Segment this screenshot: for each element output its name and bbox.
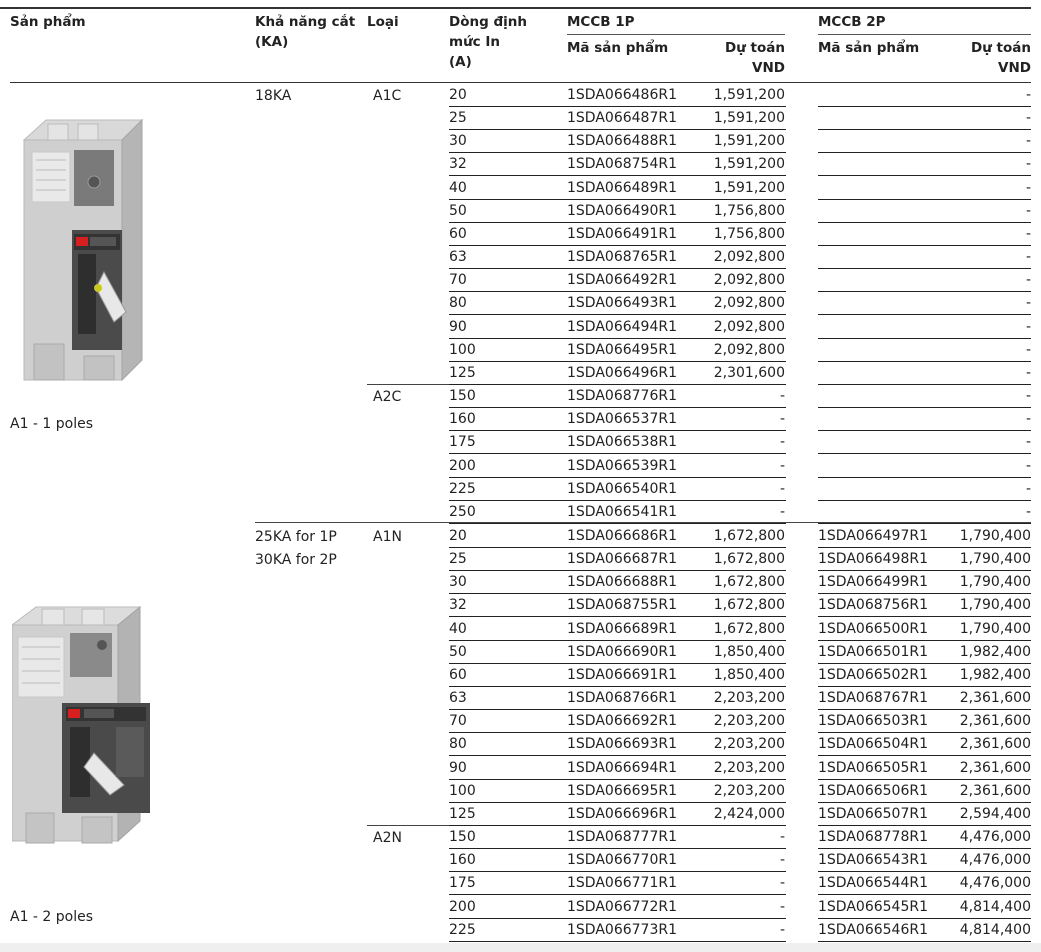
mccb-1p-code-cell: 1SDA066496R1 bbox=[567, 364, 677, 381]
header-price-2p-line1: Dự toán bbox=[971, 40, 1031, 56]
table-row bbox=[0, 316, 1041, 339]
mccb-1p-code-cell: 1SDA066539R1 bbox=[567, 457, 677, 474]
table-row bbox=[0, 525, 1041, 548]
table-row bbox=[0, 687, 1041, 710]
row-rule-1p bbox=[449, 941, 786, 942]
mccb-2p-code-cell: 1SDA066544R1 bbox=[818, 875, 928, 892]
row-rule-2p bbox=[818, 523, 1031, 524]
rated-current-cell: 25 bbox=[449, 551, 467, 568]
mccb-1p-price-cell: 1,850,400 bbox=[713, 643, 785, 660]
mccb-2p-price-cell: 2,594,400 bbox=[959, 805, 1031, 822]
header-current-line1: Dòng định bbox=[449, 14, 527, 30]
rated-current-cell: 175 bbox=[449, 875, 476, 892]
rated-current-cell: 30 bbox=[449, 133, 467, 150]
table-row bbox=[0, 548, 1041, 571]
mccb-2p-price-cell: 1,790,400 bbox=[959, 597, 1031, 614]
table-row bbox=[0, 339, 1041, 362]
mccb-1p-price-cell: 2,092,800 bbox=[713, 295, 785, 312]
mccb-1p-code-cell: 1SDA068766R1 bbox=[567, 690, 677, 707]
row-rule-2p bbox=[818, 941, 1031, 942]
breaking-capacity-2p: 30KA for 2P bbox=[255, 552, 337, 568]
rated-current-cell: 50 bbox=[449, 202, 467, 219]
mccb-1p-price-cell: - bbox=[779, 852, 785, 869]
mccb-1p-code-cell: 1SDA066493R1 bbox=[567, 295, 677, 312]
mccb-1p-code-cell: 1SDA066771R1 bbox=[567, 875, 677, 892]
mccb-2p-price-cell: - bbox=[1025, 388, 1031, 405]
mccb-1p-price-cell: - bbox=[779, 875, 785, 892]
rated-current-cell: 80 bbox=[449, 736, 467, 753]
mccb-2p-price-cell: - bbox=[1025, 110, 1031, 127]
mccb-1p-price-cell: - bbox=[779, 434, 785, 451]
mccb-1p-code-cell: 1SDA066687R1 bbox=[567, 551, 677, 568]
mccb-2p-price-cell: 2,361,600 bbox=[959, 759, 1031, 776]
type-label-a2n: A2N bbox=[373, 830, 402, 846]
mccb-1p-price-cell: - bbox=[779, 921, 785, 938]
mccb-1p-code-cell: 1SDA066541R1 bbox=[567, 503, 677, 520]
mccb-2p-price-cell: 4,814,400 bbox=[959, 921, 1031, 938]
product-label-a1-1-poles: A1 - 1 poles bbox=[10, 416, 94, 432]
header-breaking-line2: (KA) bbox=[255, 34, 289, 50]
table-row bbox=[0, 292, 1041, 315]
rated-current-cell: 200 bbox=[449, 457, 476, 474]
mccb-2p-price-cell: 1,790,400 bbox=[959, 620, 1031, 637]
table-row bbox=[0, 408, 1041, 431]
mccb-1p-price-cell: 1,672,800 bbox=[713, 620, 785, 637]
rated-current-cell: 200 bbox=[449, 898, 476, 915]
rated-current-cell: 63 bbox=[449, 249, 467, 266]
table-row bbox=[0, 594, 1041, 617]
rated-current-cell: 100 bbox=[449, 782, 476, 799]
mccb-1p-code-cell: 1SDA066495R1 bbox=[567, 341, 677, 358]
header-price-1p-line1: Dự toán bbox=[725, 40, 785, 56]
mccb-1p-code-cell: 1SDA068754R1 bbox=[567, 156, 677, 173]
header-code-2p: Mã sản phẩm bbox=[818, 40, 920, 56]
rated-current-cell: 150 bbox=[449, 829, 476, 846]
mccb-2p-code-cell: 1SDA066500R1 bbox=[818, 620, 928, 637]
table-row bbox=[0, 200, 1041, 223]
mccb-1p-price-cell: 2,092,800 bbox=[713, 272, 785, 289]
mccb-2p-price-cell: - bbox=[1025, 457, 1031, 474]
mccb-1p-price-cell: 2,203,200 bbox=[713, 690, 785, 707]
mccb-2p-price-cell: - bbox=[1025, 341, 1031, 358]
mccb-1p-code-cell: 1SDA066773R1 bbox=[567, 921, 677, 938]
mccb-2p-price-cell: - bbox=[1025, 318, 1031, 335]
rated-current-cell: 125 bbox=[449, 364, 476, 381]
mccb-2p-price-cell: 1,982,400 bbox=[959, 643, 1031, 660]
table-row bbox=[0, 431, 1041, 454]
mccb-1p-code-cell: 1SDA068776R1 bbox=[567, 388, 677, 405]
mccb-2p-code-cell: 1SDA068756R1 bbox=[818, 597, 928, 614]
mccb-2p-price-cell: - bbox=[1025, 295, 1031, 312]
mccb-1p-code-cell: 1SDA066696R1 bbox=[567, 805, 677, 822]
rated-current-cell: 40 bbox=[449, 179, 467, 196]
mccb-1p-code-cell: 1SDA068755R1 bbox=[567, 597, 677, 614]
mccb-1p-price-cell: 2,203,200 bbox=[713, 713, 785, 730]
rated-current-cell: 90 bbox=[449, 318, 467, 335]
mccb-2p-price-cell: - bbox=[1025, 480, 1031, 497]
table-row bbox=[0, 826, 1041, 849]
rated-current-cell: 225 bbox=[449, 480, 476, 497]
table-row bbox=[0, 733, 1041, 756]
mccb-1p-price-cell: 2,203,200 bbox=[713, 759, 785, 776]
table-row bbox=[0, 780, 1041, 803]
table-row bbox=[0, 803, 1041, 826]
header-current-line3: (A) bbox=[449, 54, 472, 70]
mccb-2p-code-cell: 1SDA066505R1 bbox=[818, 759, 928, 776]
rated-current-cell: 20 bbox=[449, 87, 467, 103]
mccb-2p-price-cell: 2,361,600 bbox=[959, 782, 1031, 799]
mccb-2p-price-cell: 4,814,400 bbox=[959, 898, 1031, 915]
header-breaking-line1: Khả năng cắt bbox=[255, 14, 356, 30]
mccb-2p-price-cell: 4,476,000 bbox=[959, 829, 1031, 846]
header-bottom-rule bbox=[10, 82, 1031, 83]
table-row bbox=[0, 455, 1041, 478]
table-row bbox=[0, 872, 1041, 895]
mccb-1p-price-cell: 1,591,200 bbox=[713, 110, 785, 127]
mccb-2p-price-cell: - bbox=[1025, 87, 1031, 103]
type-label-a1c: A1C bbox=[373, 88, 402, 104]
table-row bbox=[0, 757, 1041, 780]
mccb-1p-price-cell: - bbox=[779, 457, 785, 474]
mccb-2p-price-cell: 2,361,600 bbox=[959, 690, 1031, 707]
page-bottom-strip bbox=[0, 943, 1041, 952]
mccb-1p-price-cell: 1,591,200 bbox=[713, 87, 785, 103]
rated-current-cell: 160 bbox=[449, 852, 476, 869]
mccb-1p-code-cell: 1SDA066492R1 bbox=[567, 272, 677, 289]
mccb-1p-code-cell: 1SDA066494R1 bbox=[567, 318, 677, 335]
mccb-1p-price-cell: - bbox=[779, 898, 785, 915]
header-2p-rule bbox=[818, 34, 1031, 35]
mccb-2p-code-cell: 1SDA068767R1 bbox=[818, 690, 928, 707]
rated-current-cell: 20 bbox=[449, 528, 467, 544]
rated-current-cell: 225 bbox=[449, 921, 476, 938]
mccb-2p-price-cell: 4,476,000 bbox=[959, 852, 1031, 869]
rated-current-cell: 250 bbox=[449, 503, 476, 520]
rated-current-cell: 50 bbox=[449, 643, 467, 660]
mccb-1p-code-cell: 1SDA066486R1 bbox=[567, 87, 677, 103]
table-row bbox=[0, 385, 1041, 408]
table-row bbox=[0, 130, 1041, 153]
table-row bbox=[0, 223, 1041, 246]
mccb-2p-price-cell: - bbox=[1025, 503, 1031, 520]
mccb-2p-price-cell: - bbox=[1025, 225, 1031, 242]
rated-current-cell: 25 bbox=[449, 110, 467, 127]
mccb-2p-code-cell: 1SDA066504R1 bbox=[818, 736, 928, 753]
mccb-1p-price-cell: 1,756,800 bbox=[713, 225, 785, 242]
table-row bbox=[0, 710, 1041, 733]
mccb-1p-code-cell: 1SDA066487R1 bbox=[567, 110, 677, 127]
header-product: Sản phẩm bbox=[10, 14, 86, 30]
mccb-2p-code-cell: 1SDA066499R1 bbox=[818, 574, 928, 591]
rated-current-cell: 70 bbox=[449, 272, 467, 289]
mccb-1p-price-cell: 1,591,200 bbox=[713, 133, 785, 150]
mccb-2p-price-cell: - bbox=[1025, 364, 1031, 381]
table-row bbox=[0, 107, 1041, 130]
mccb-1p-price-cell: - bbox=[779, 480, 785, 497]
mccb-1p-code-cell: 1SDA066537R1 bbox=[567, 411, 677, 428]
mccb-2p-code-cell: 1SDA066546R1 bbox=[818, 921, 928, 938]
rated-current-cell: 175 bbox=[449, 434, 476, 451]
mccb-1p-code-cell: 1SDA066691R1 bbox=[567, 666, 677, 683]
mccb-2p-code-cell: 1SDA066502R1 bbox=[818, 666, 928, 683]
table-top-rule bbox=[0, 7, 1031, 9]
type-label-a2c: A2C bbox=[373, 389, 402, 405]
mccb-1p-code-cell: 1SDA066490R1 bbox=[567, 202, 677, 219]
mccb-1p-price-cell: 2,092,800 bbox=[713, 249, 785, 266]
mccb-1p-code-cell: 1SDA068777R1 bbox=[567, 829, 677, 846]
mccb-1p-price-cell: 2,092,800 bbox=[713, 341, 785, 358]
rated-current-cell: 80 bbox=[449, 295, 467, 312]
mccb-1p-price-cell: - bbox=[779, 503, 785, 520]
mccb-2p-price-cell: - bbox=[1025, 434, 1031, 451]
mccb-2p-price-cell: - bbox=[1025, 133, 1031, 150]
mccb-1p-code-cell: 1SDA066686R1 bbox=[567, 528, 677, 544]
mccb-2p-code-cell: 1SDA066507R1 bbox=[818, 805, 928, 822]
mccb-2p-price-cell: 4,476,000 bbox=[959, 875, 1031, 892]
mccb-1p-code-cell: 1SDA066491R1 bbox=[567, 225, 677, 242]
header-1p-rule bbox=[567, 34, 785, 35]
rated-current-cell: 70 bbox=[449, 713, 467, 730]
header-current-line2: mức In bbox=[449, 34, 501, 50]
table-row bbox=[0, 177, 1041, 200]
mccb-1p-code-cell: 1SDA066690R1 bbox=[567, 643, 677, 660]
mccb-1p-code-cell: 1SDA066694R1 bbox=[567, 759, 677, 776]
mccb-1p-price-cell: 1,672,800 bbox=[713, 597, 785, 614]
table-row bbox=[0, 896, 1041, 919]
table-row bbox=[0, 618, 1041, 641]
header-mccb-1p: MCCB 1P bbox=[567, 14, 635, 30]
breaking-capacity-1p: 25KA for 1P bbox=[255, 529, 337, 545]
table-row bbox=[0, 664, 1041, 687]
mccb-2p-code-cell: 1SDA066503R1 bbox=[818, 713, 928, 730]
mccb-1p-code-cell: 1SDA068765R1 bbox=[567, 249, 677, 266]
table-row bbox=[0, 641, 1041, 664]
mccb-2p-price-cell: - bbox=[1025, 179, 1031, 196]
mccb-1p-code-cell: 1SDA066489R1 bbox=[567, 179, 677, 196]
mccb-2p-price-cell: 1,982,400 bbox=[959, 666, 1031, 683]
mccb-2p-price-cell: - bbox=[1025, 202, 1031, 219]
mccb-2p-code-cell: 1SDA066543R1 bbox=[818, 852, 928, 869]
table-row bbox=[0, 919, 1041, 942]
mccb-1p-code-cell: 1SDA066540R1 bbox=[567, 480, 677, 497]
mccb-1p-price-cell: 1,756,800 bbox=[713, 202, 785, 219]
mccb-2p-code-cell: 1SDA066506R1 bbox=[818, 782, 928, 799]
rated-current-cell: 100 bbox=[449, 341, 476, 358]
mccb-1p-price-cell: 1,672,800 bbox=[713, 574, 785, 591]
mccb-1p-price-cell: - bbox=[779, 829, 785, 846]
rated-current-cell: 125 bbox=[449, 805, 476, 822]
rated-current-cell: 160 bbox=[449, 411, 476, 428]
mccb-2p-price-cell: - bbox=[1025, 411, 1031, 428]
rated-current-cell: 32 bbox=[449, 156, 467, 173]
rated-current-cell: 40 bbox=[449, 620, 467, 637]
mccb-1p-code-cell: 1SDA066689R1 bbox=[567, 620, 677, 637]
type-label-a1n: A1N bbox=[373, 529, 402, 545]
mccb-1p-price-cell: 2,301,600 bbox=[713, 364, 785, 381]
mccb-2p-code-cell: 1SDA068778R1 bbox=[818, 829, 928, 846]
mccb-2p-price-cell: - bbox=[1025, 249, 1031, 266]
mccb-2p-code-cell: 1SDA066545R1 bbox=[818, 898, 928, 915]
row-rule-1p bbox=[449, 523, 786, 524]
rated-current-cell: 32 bbox=[449, 597, 467, 614]
mccb-1p-price-cell: 2,203,200 bbox=[713, 736, 785, 753]
table-row bbox=[0, 478, 1041, 501]
mccb-2p-price-cell: 2,361,600 bbox=[959, 736, 1031, 753]
rated-current-cell: 60 bbox=[449, 225, 467, 242]
table-row bbox=[0, 153, 1041, 176]
mccb-1p-price-cell: - bbox=[779, 388, 785, 405]
rated-current-cell: 150 bbox=[449, 388, 476, 405]
table-row bbox=[0, 571, 1041, 594]
mccb-2p-code-cell: 1SDA066498R1 bbox=[818, 551, 928, 568]
mccb-2p-code-cell: 1SDA066501R1 bbox=[818, 643, 928, 660]
mccb-1p-price-cell: 1,672,800 bbox=[713, 528, 785, 544]
mccb-1p-code-cell: 1SDA066695R1 bbox=[567, 782, 677, 799]
mccb-1p-code-cell: 1SDA066488R1 bbox=[567, 133, 677, 150]
header-type: Loại bbox=[367, 14, 399, 30]
mccb-2p-price-cell: 2,361,600 bbox=[959, 713, 1031, 730]
table-row bbox=[0, 84, 1041, 107]
header-price-2p-line2: VND bbox=[998, 60, 1031, 76]
mccb-1p-price-cell: 2,092,800 bbox=[713, 318, 785, 335]
mccb-1p-code-cell: 1SDA066770R1 bbox=[567, 852, 677, 869]
rated-current-cell: 63 bbox=[449, 690, 467, 707]
rated-current-cell: 30 bbox=[449, 574, 467, 591]
mccb-1p-price-cell: 1,850,400 bbox=[713, 666, 785, 683]
table-row bbox=[0, 849, 1041, 872]
rated-current-cell: 60 bbox=[449, 666, 467, 683]
mccb-1p-code-cell: 1SDA066688R1 bbox=[567, 574, 677, 591]
mccb-1p-code-cell: 1SDA066538R1 bbox=[567, 434, 677, 451]
mccb-2p-price-cell: 1,790,400 bbox=[959, 574, 1031, 591]
mccb-2p-price-cell: 1,790,400 bbox=[959, 528, 1031, 544]
mccb-2p-price-cell: 1,790,400 bbox=[959, 551, 1031, 568]
mccb-1p-price-cell: 1,672,800 bbox=[713, 551, 785, 568]
table-row bbox=[0, 501, 1041, 524]
breaking-capacity-18ka: 18KA bbox=[255, 88, 292, 104]
mccb-1p-code-cell: 1SDA066693R1 bbox=[567, 736, 677, 753]
rated-current-cell: 90 bbox=[449, 759, 467, 776]
header-code-1p: Mã sản phẩm bbox=[567, 40, 669, 56]
mccb-1p-price-cell: - bbox=[779, 411, 785, 428]
mccb-2p-price-cell: - bbox=[1025, 156, 1031, 173]
table-row bbox=[0, 362, 1041, 385]
mccb-1p-price-cell: 1,591,200 bbox=[713, 156, 785, 173]
table-row bbox=[0, 246, 1041, 269]
product-label-a1-2-poles: A1 - 2 poles bbox=[10, 909, 94, 925]
header-mccb-2p: MCCB 2P bbox=[818, 14, 886, 30]
header-price-1p-line2: VND bbox=[752, 60, 785, 76]
mccb-1p-price-cell: 2,203,200 bbox=[713, 782, 785, 799]
mccb-1p-code-cell: 1SDA066692R1 bbox=[567, 713, 677, 730]
mccb-1p-code-cell: 1SDA066772R1 bbox=[567, 898, 677, 915]
table-row bbox=[0, 269, 1041, 292]
mccb-2p-code-cell: 1SDA066497R1 bbox=[818, 528, 928, 544]
mccb-2p-price-cell: - bbox=[1025, 272, 1031, 289]
mccb-1p-price-cell: 2,424,000 bbox=[713, 805, 785, 822]
mccb-1p-price-cell: 1,591,200 bbox=[713, 179, 785, 196]
